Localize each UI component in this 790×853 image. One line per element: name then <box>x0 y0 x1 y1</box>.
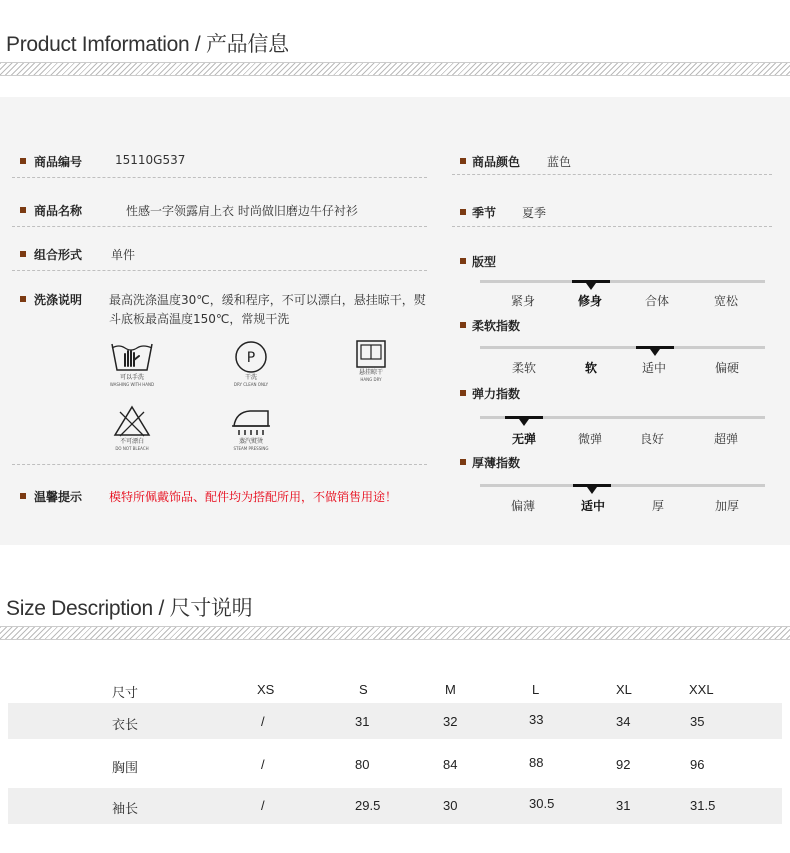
thickness-option-selected: 适中 <box>581 499 606 513</box>
care-label-en: DRY CLEAN ONLY <box>233 382 269 387</box>
softness-scale-track <box>480 346 765 349</box>
thickness-option: 厚 <box>652 499 665 513</box>
size-description-title: Size Description / 尺寸说明 <box>6 597 253 620</box>
elasticity-option-selected: 无弹 <box>512 432 537 446</box>
care-item-dry-clean <box>216 340 286 388</box>
hand-wash-icon <box>109 340 155 374</box>
care-label-cn: 蒸汽熨烫 <box>238 438 263 445</box>
divider <box>452 174 772 175</box>
fit-option: 紧身 <box>511 294 536 308</box>
care-label-cn: 悬挂晾干 <box>358 369 383 376</box>
dry-clean-icon <box>231 340 271 374</box>
thickness-option: 偏薄 <box>511 499 536 513</box>
thickness-option: 加厚 <box>715 499 740 513</box>
product-code-label: 商品编号 <box>34 155 83 169</box>
bullet-icon <box>20 251 26 257</box>
elasticity-scale-pointer-icon <box>519 419 529 426</box>
wash-label: 洗涤说明 <box>34 293 83 307</box>
softness-scale-pointer-icon <box>650 349 660 356</box>
size-header-cell: XXL <box>689 682 714 697</box>
color-value: 蓝色 <box>547 155 572 169</box>
bullet-icon <box>460 209 466 215</box>
care-label-cn: 不可漂白 <box>119 438 144 445</box>
title-divider <box>0 62 790 76</box>
size-cell: 30.5 <box>529 796 555 811</box>
size-cell: / <box>261 714 265 729</box>
size-header-cell: 尺寸 <box>112 685 139 700</box>
bullet-icon <box>460 258 466 264</box>
care-label-cn: 可以手洗 <box>119 374 144 381</box>
care-label-en: STEAM PRESSING <box>233 446 269 451</box>
combo-value: 单件 <box>111 248 136 262</box>
divider <box>12 177 427 178</box>
title-divider <box>0 626 790 640</box>
thickness-scale-pointer-icon <box>587 487 597 494</box>
elasticity-option: 超弹 <box>714 432 739 446</box>
tip-warning-text: 模特所佩戴饰品、配件均为搭配所用，不做销售用途！ <box>109 490 398 504</box>
no-bleach-icon <box>112 404 152 438</box>
product-code-value: 15110G537 <box>115 153 186 167</box>
size-cell: 96 <box>690 757 705 772</box>
size-cell: 31 <box>616 798 631 813</box>
bullet-icon <box>20 207 26 213</box>
size-cell: 31.5 <box>690 798 716 813</box>
softness-option: 柔软 <box>512 361 537 375</box>
softness-option-selected: 适中 <box>642 361 667 375</box>
size-cell: 33 <box>529 712 544 727</box>
bullet-icon <box>460 459 466 465</box>
size-cell: 30 <box>443 798 458 813</box>
care-label-en: HANG DRY <box>360 377 382 382</box>
fit-option-selected: 修身 <box>578 294 603 308</box>
fit-option: 合体 <box>645 294 670 308</box>
divider <box>12 226 427 227</box>
softness-scale-label: 柔软指数 <box>472 319 521 333</box>
divider <box>452 226 772 227</box>
size-header-cell: L <box>532 682 540 697</box>
size-cell: 31 <box>355 714 370 729</box>
bullet-icon <box>20 158 26 164</box>
size-cell: 84 <box>443 757 458 772</box>
fit-scale-pointer-icon <box>586 283 596 290</box>
elasticity-option: 微弹 <box>578 432 603 446</box>
softness-option: 软 <box>585 361 598 375</box>
bullet-icon <box>20 296 26 302</box>
bullet-icon <box>20 493 26 499</box>
hang-dry-icon <box>354 339 388 369</box>
season-label: 季节 <box>472 206 497 220</box>
size-cell: / <box>261 757 265 772</box>
product-name-label: 商品名称 <box>34 204 83 218</box>
care-item-steam-iron <box>216 406 286 452</box>
size-header-cell: S <box>359 682 368 697</box>
care-label-en: WASHING WITH HAND <box>109 382 155 387</box>
care-item-no-bleach <box>97 404 167 452</box>
steam-iron-icon <box>228 406 274 438</box>
elasticity-option: 良好 <box>640 432 665 446</box>
combo-label: 组合形式 <box>34 248 83 262</box>
care-label-en: DO NOT BLEACH <box>115 446 149 451</box>
size-row-label: 衣长 <box>112 717 139 732</box>
product-name-value: 性感一字领露肩上衣 时尚做旧磨边牛仔衬衫 <box>126 204 358 218</box>
size-cell: / <box>261 798 265 813</box>
care-item-hand-wash <box>97 340 167 388</box>
softness-option: 偏硬 <box>715 361 740 375</box>
size-row-label: 胸围 <box>112 760 139 775</box>
bullet-icon <box>460 322 466 328</box>
size-header-cell: XL <box>616 682 632 697</box>
tip-label: 温馨提示 <box>34 490 83 504</box>
divider <box>12 270 427 271</box>
size-cell: 88 <box>529 755 544 770</box>
size-cell: 34 <box>616 714 631 729</box>
size-cell: 35 <box>690 714 705 729</box>
fit-scale-label: 版型 <box>472 255 497 269</box>
svg-text:P: P <box>246 350 256 366</box>
care-item-hang-dry <box>336 339 406 383</box>
size-cell: 29.5 <box>355 798 381 813</box>
fit-scale-track <box>480 280 765 283</box>
size-row-label: 袖长 <box>112 801 139 816</box>
product-info-title: Product Imformation / 产品信息 <box>6 33 289 56</box>
size-cell: 80 <box>355 757 370 772</box>
bullet-icon <box>460 390 466 396</box>
season-value: 夏季 <box>522 206 547 220</box>
care-label-cn: 干洗 <box>244 374 257 381</box>
thickness-scale-track <box>480 484 765 487</box>
color-label: 商品颜色 <box>472 155 521 169</box>
divider <box>12 464 427 465</box>
elasticity-scale-label: 弹力指数 <box>472 387 521 401</box>
size-header-cell: M <box>445 682 456 697</box>
size-cell: 92 <box>616 757 631 772</box>
wash-instructions-text: 最高洗涤温度30℃，缓和程序，不可以漂白，悬挂晾干，熨斗底板最高温度150℃，常规干洗 <box>109 293 426 326</box>
size-cell: 32 <box>443 714 458 729</box>
bullet-icon <box>460 158 466 164</box>
fit-option: 宽松 <box>714 294 739 308</box>
size-header-cell: XS <box>257 682 275 697</box>
thickness-scale-label: 厚薄指数 <box>472 456 521 470</box>
